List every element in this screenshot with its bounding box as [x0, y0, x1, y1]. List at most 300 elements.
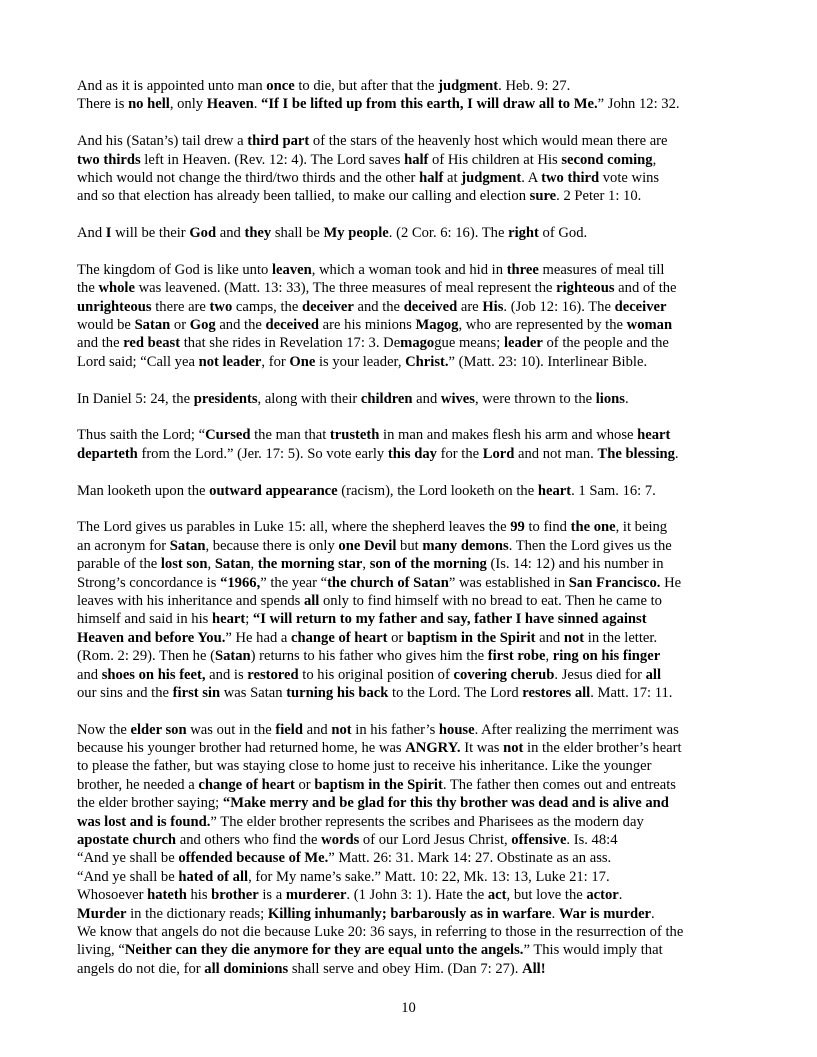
text-line: [77, 445, 757, 463]
text: (racism), the Lord looketh on the: [337, 482, 538, 499]
bold-text: elder son: [130, 721, 187, 738]
text: at: [443, 169, 462, 186]
bold-text: change of heart: [291, 629, 388, 646]
text: And his (Satan’s) tail drew a: [77, 133, 248, 150]
paragraph-spacer: [77, 371, 757, 389]
text: is a: [258, 887, 286, 904]
text: ,: [250, 556, 258, 573]
text: . 1 Sam. 16: 7.: [571, 482, 656, 499]
bold-text: leader: [503, 335, 543, 352]
text: or: [294, 776, 315, 793]
paragraph-spacer: [77, 114, 757, 132]
bold-text: brother: [211, 887, 259, 904]
text: leaves with his inheritance and spends: [77, 592, 304, 609]
text: and: [77, 666, 102, 683]
text: to find: [524, 519, 571, 536]
text: ;: [245, 611, 253, 628]
text: of His children at His: [428, 151, 562, 168]
bold-text: offensive: [511, 832, 567, 849]
bold-text: not: [563, 629, 585, 646]
bold-text: Lord: [482, 445, 515, 462]
text: . Is. 48:4: [566, 832, 618, 849]
text: “And ye shall be: [77, 850, 179, 867]
text: He: [660, 574, 682, 591]
bold-text: Heaven and before You.: [77, 629, 226, 646]
text-line: [77, 794, 757, 812]
text-line: [77, 610, 757, 628]
text: because his younger brother had returned home, he was: [77, 740, 406, 757]
bold-text: heart: [211, 611, 246, 628]
bold-text: “I will return to my father and say, father I have sinned against: [252, 611, 647, 628]
bold-text: baptism in the Spirit: [314, 776, 443, 793]
text: . Matt. 17: 11.: [590, 684, 673, 701]
bold-text: departeth: [77, 445, 138, 462]
text-line: [77, 574, 757, 592]
paragraph: [77, 77, 757, 114]
bold-text: woman: [626, 317, 673, 334]
text: camps, the: [232, 298, 302, 315]
bold-text: deceived: [265, 317, 320, 334]
paragraph-spacer: [77, 463, 757, 481]
bold-text: trusteth: [329, 427, 380, 444]
paragraph: [77, 426, 757, 463]
bold-text: leaven: [271, 261, 312, 278]
text: will be their: [111, 225, 190, 242]
paragraph-spacer: [77, 408, 757, 426]
bold-text: deceiver: [614, 298, 667, 315]
bold-text: Heaven: [206, 96, 254, 113]
text: ,: [652, 151, 657, 168]
text-line: [77, 941, 757, 959]
text: in his father’s: [351, 721, 439, 738]
text: or: [170, 317, 190, 334]
paragraph: [77, 261, 757, 371]
bold-text: ANGRY.: [405, 740, 461, 757]
bold-text: all dominions: [204, 960, 289, 977]
text: ) returns to his father who gives him the: [250, 648, 488, 665]
bold-text: “If I be lifted up from this earth, I will draw all to Me.: [261, 96, 598, 113]
bold-text: words: [321, 832, 360, 849]
text: , it being: [615, 519, 668, 536]
text: in man and makes flesh his arm and whose: [379, 427, 638, 444]
text-line: [77, 739, 757, 757]
text-line: [77, 592, 757, 610]
text-line: [77, 95, 757, 113]
bold-text: this day: [387, 445, 437, 462]
bold-text: once: [266, 78, 295, 94]
text: , for My name’s sake.” Matt. 10: 22, Mk. 13: 13, Luke 21: 17.: [248, 868, 610, 885]
text: would be: [77, 317, 135, 334]
text-line: [77, 224, 757, 242]
text-line: [77, 537, 757, 555]
text-line: [77, 169, 757, 187]
paragraph-spacer: [77, 500, 757, 518]
bold-text: Satan: [214, 556, 251, 573]
bold-text: act: [487, 887, 507, 904]
text: ” The elder brother represents the scribes and Pharisees as the modern day: [210, 813, 644, 830]
text: Now the: [77, 721, 131, 738]
text-line: [77, 666, 757, 684]
bold-text: I: [105, 225, 112, 242]
bold-text: half: [404, 151, 429, 168]
bold-text: two thirds: [77, 151, 141, 168]
bold-text: unrighteous: [77, 298, 152, 315]
bold-text: deceiver: [301, 298, 354, 315]
bold-text: the one: [570, 519, 616, 536]
bold-text: baptism in the Spirit: [406, 629, 536, 646]
bold-text: covering cherub: [453, 666, 555, 683]
text-line: [77, 353, 757, 371]
bold-text: not: [503, 740, 524, 757]
bold-text: righteous: [556, 280, 615, 297]
text: , which a woman took and hid in: [311, 261, 507, 278]
bold-text: first sin: [172, 684, 221, 701]
text: ” (Matt. 23: 10). Interlinear Bible.: [448, 353, 648, 370]
text: measures of meal till: [538, 261, 665, 278]
text: to please the father, but was staying close to home just to receive his inheritance. Like the younger: [77, 758, 652, 775]
text: (Is. 14: 12) and his number in: [486, 556, 664, 573]
text: of the people and the: [542, 335, 669, 352]
bold-text: change of heart: [198, 776, 295, 793]
bold-text: Magog: [415, 317, 459, 334]
bold-text: outward appearance: [209, 482, 338, 499]
bold-text: San Francisco.: [568, 574, 661, 591]
text: vote wins: [599, 169, 660, 186]
text: shall serve and obey Him. (Dan 7: 27).: [288, 960, 523, 977]
bold-text: Christ.: [405, 353, 449, 370]
text: In Daniel 5: 24, the: [77, 390, 194, 407]
text-line: [77, 390, 757, 408]
text: ,: [207, 556, 215, 573]
text: of the stars of the heavenly host which would mean there are: [309, 133, 668, 150]
text: ” This would imply that: [523, 942, 663, 959]
text: , for: [261, 353, 290, 370]
paragraph-spacer: [77, 243, 757, 261]
paragraph: [77, 132, 757, 206]
text-line: [77, 721, 757, 739]
text: in the letter.: [584, 629, 658, 646]
bold-text: no hell: [128, 96, 170, 113]
text-line: [77, 279, 757, 297]
bold-text: the morning star: [257, 556, 363, 573]
text: Lord said; “Call yea: [77, 353, 199, 370]
text: .: [618, 887, 623, 904]
bold-text: turning his back: [286, 684, 389, 701]
text-line: [77, 960, 757, 978]
bold-text: War is murder: [558, 905, 652, 922]
text: angels do not die, for: [77, 960, 205, 977]
bold-text: God: [189, 225, 217, 242]
bold-text: Satan: [169, 537, 206, 554]
bold-text: children: [360, 390, 413, 407]
text: and so that election has already been tallied, to make our calling and election: [77, 188, 530, 205]
text: the elder brother saying;: [77, 795, 223, 812]
text: himself and said in his: [77, 611, 212, 628]
paragraph: [77, 390, 757, 408]
text: gue means;: [434, 335, 504, 352]
text: to the Lord. The Lord: [388, 684, 523, 701]
text: .: [624, 390, 629, 407]
text: are his minions: [319, 317, 416, 334]
text: brother, he needed a: [77, 776, 199, 793]
bold-text: shoes on his feet,: [101, 666, 206, 683]
bold-text: hateth: [147, 887, 187, 904]
page-number: 10: [401, 1000, 416, 1016]
text: parable of the: [77, 556, 161, 573]
text-line: [77, 757, 757, 775]
text: .: [253, 96, 262, 113]
bold-text: two third: [541, 169, 600, 186]
text-line: [77, 426, 757, 444]
bold-text: mago: [400, 335, 435, 352]
text: of God.: [538, 225, 588, 242]
text: to his original position of: [298, 666, 454, 683]
bold-text: one Devil: [338, 537, 397, 554]
text: and the: [353, 298, 404, 315]
text: our sins and the: [77, 684, 173, 701]
text: Man looketh upon the: [77, 482, 210, 499]
bold-text: all: [645, 666, 662, 683]
text: ,: [362, 556, 370, 573]
bold-text: second coming: [561, 151, 653, 168]
paragraph: [77, 482, 757, 500]
text-line: [77, 77, 757, 95]
bold-text: All!: [522, 960, 546, 977]
text-line: [77, 923, 757, 941]
text: , because there is only: [205, 537, 339, 554]
text: ,: [545, 648, 553, 665]
bold-text: lost son: [160, 556, 208, 573]
text-line: [77, 905, 757, 923]
text: Whosoever: [77, 887, 148, 904]
bold-text: One: [289, 353, 316, 370]
text: and others who find the: [176, 832, 322, 849]
bold-text: judgment: [461, 169, 522, 186]
text: .: [674, 445, 679, 462]
bold-text: third part: [247, 133, 310, 150]
text: ” was established in: [448, 574, 569, 591]
bold-text: heart: [537, 482, 572, 499]
bold-text: right: [508, 225, 539, 242]
text-line: [77, 151, 757, 169]
bold-text: Killing inhumanly; barbarously as in warfare: [267, 905, 552, 922]
text-line: [77, 831, 757, 849]
text: . Then the Lord gives us the: [508, 537, 672, 554]
bold-text: Satan: [214, 648, 251, 665]
paragraph: [77, 224, 757, 242]
bold-text: The blessing: [597, 445, 675, 462]
bold-text: son of the morning: [369, 556, 487, 573]
bold-text: restored: [247, 666, 299, 683]
text: and: [412, 390, 441, 407]
bold-text: deceived: [403, 298, 458, 315]
text: which would not change the third/two thirds and the other: [77, 169, 420, 186]
text: and not man.: [514, 445, 598, 462]
text: that she rides in Revelation 17: 3. De: [180, 335, 401, 352]
text: . 2 Peter 1: 10.: [556, 188, 642, 205]
text-line: [77, 555, 757, 573]
text: And: [77, 225, 106, 242]
text: .: [651, 905, 655, 922]
text: , along with their: [257, 390, 361, 407]
text: left in Heaven. (Rev. 12: 4). The Lord saves: [140, 151, 405, 168]
bold-text: the church of Satan: [327, 574, 449, 591]
bold-text: sure: [529, 188, 557, 205]
text-line: [77, 647, 757, 665]
text: ” Matt. 26: 31. Mark 14: 27. Obstinate as an ass.: [328, 850, 612, 867]
text: . Jesus died for: [554, 666, 646, 683]
text: to die, but after that the: [294, 78, 439, 94]
text-line: [77, 316, 757, 334]
bold-text: whole: [98, 280, 135, 297]
text: We know that angels do not die because Luke 20: 36 says, in referring to those in the resurrection of the: [77, 923, 684, 940]
bold-text: restores all: [522, 684, 591, 701]
text: the: [77, 280, 99, 297]
bold-text: Gog: [189, 317, 216, 334]
text: . After realizing the merriment was: [474, 721, 679, 738]
text: . Heb. 9: 27.: [498, 78, 571, 94]
text: was out in the: [186, 721, 276, 738]
text: .: [551, 905, 559, 922]
bold-text: many demons: [422, 537, 509, 554]
bold-text: presidents: [193, 390, 258, 407]
text-line: [77, 518, 757, 536]
text: and is: [205, 666, 248, 683]
bold-text: Neither can they die anymore for they are equal unto the angels.: [124, 942, 524, 959]
text: in the dictionary reads;: [126, 905, 268, 922]
text: but: [396, 537, 423, 554]
text: of our Lord Jesus Christ,: [359, 832, 512, 849]
bold-text: “1966,: [220, 574, 261, 591]
text: there are: [151, 298, 210, 315]
text: from the Lord.” (Jer. 17: 5). So vote early: [137, 445, 388, 462]
paragraph-spacer: [77, 206, 757, 224]
text-line: [77, 334, 757, 352]
text: The Lord gives us parables in Luke 15: all, where the shepherd leaves the: [77, 519, 511, 536]
bold-text: judgment: [438, 78, 499, 94]
bold-text: lions: [595, 390, 625, 407]
text-line: [77, 776, 757, 794]
text: or: [387, 629, 407, 646]
text: Thus saith the Lord; “: [77, 427, 206, 444]
bold-text: My people: [323, 225, 389, 242]
text-line: [77, 298, 757, 316]
bold-text: Satan: [134, 317, 171, 334]
text: and the: [215, 317, 266, 334]
bold-text: half: [419, 169, 444, 186]
text: And as it is appointed unto man: [77, 78, 267, 94]
bold-text: three: [506, 261, 539, 278]
text: , were thrown to the: [474, 390, 596, 407]
bold-text: His: [482, 298, 504, 315]
text-line: [77, 868, 757, 886]
bold-text: two: [209, 298, 233, 315]
text-line: [77, 132, 757, 150]
text: (Rom. 2: 29). Then he (: [77, 648, 215, 665]
text: and of the: [614, 280, 677, 297]
text-line: [77, 187, 757, 205]
text: and the: [77, 335, 124, 352]
text: , but love the: [506, 887, 587, 904]
bold-text: heart: [637, 427, 671, 444]
text: for the: [436, 445, 483, 462]
text: ” He had a: [225, 629, 292, 646]
bold-text: Cursed: [205, 427, 251, 444]
text: the man that: [250, 427, 330, 444]
text: , who are represented by the: [458, 317, 627, 334]
text: and: [302, 721, 332, 738]
bold-text: all: [303, 592, 320, 609]
text: . The father then comes out and entreats: [442, 776, 676, 793]
text: . (2 Cor. 6: 16). The: [388, 225, 509, 242]
text: his: [186, 887, 212, 904]
text: ” John 12: 32.: [597, 96, 680, 113]
bold-text: not: [331, 721, 352, 738]
bold-text: “Make merry and be glad for this thy brother was dead and is alive and: [222, 795, 669, 812]
paragraph: [77, 518, 757, 702]
text: an acronym for: [77, 537, 170, 554]
text: and: [216, 225, 245, 242]
text: was leavened. (Matt. 13: 33), The three measures of meal represent the: [134, 280, 557, 297]
text: is your leader,: [315, 353, 406, 370]
text-line: [77, 629, 757, 647]
bold-text: offended because of Me.: [178, 850, 329, 867]
text: , only: [169, 96, 207, 113]
text: in the elder brother’s heart: [523, 740, 682, 757]
paragraph-spacer: [77, 702, 757, 720]
text: . (1 John 3: 1). Hate the: [346, 887, 488, 904]
bold-text: Murder: [77, 905, 127, 922]
text-line: [77, 684, 757, 702]
text: . (Job 12: 16). The: [503, 298, 615, 315]
text-line: [77, 482, 757, 500]
text: and: [535, 629, 564, 646]
text: “And ye shall be: [77, 868, 179, 885]
text: was Satan: [220, 684, 287, 701]
text-line: [77, 813, 757, 831]
text: It was: [460, 740, 504, 757]
bold-text: they: [244, 225, 272, 242]
bold-text: first robe: [487, 648, 546, 665]
document-page: [77, 77, 757, 978]
text: ” the year “: [260, 574, 328, 591]
bold-text: was lost and is found.: [77, 813, 211, 830]
bold-text: ring on his finger: [552, 648, 661, 665]
bold-text: wives: [440, 390, 475, 407]
text: living, “: [77, 942, 125, 959]
text-line: [77, 849, 757, 867]
text: The kingdom of God is like unto: [77, 261, 272, 278]
text: . A: [521, 169, 542, 186]
bold-text: 99: [510, 519, 525, 536]
bold-text: house: [438, 721, 475, 738]
text-line: [77, 261, 757, 279]
text: are: [457, 298, 483, 315]
bold-text: field: [275, 721, 303, 738]
bold-text: red beast: [123, 335, 181, 352]
text: shall be: [271, 225, 324, 242]
text: Strong’s concordance is: [77, 574, 221, 591]
bold-text: not leader: [198, 353, 262, 370]
bold-text: actor: [586, 887, 619, 904]
bold-text: hated of all: [178, 868, 249, 885]
text: only to find himself with no bread to eat. Then he came to: [319, 592, 662, 609]
bold-text: apostate church: [77, 832, 177, 849]
text-line: [77, 886, 757, 904]
paragraph: [77, 721, 757, 978]
bold-text: murderer: [285, 887, 347, 904]
text: There is: [77, 96, 129, 113]
